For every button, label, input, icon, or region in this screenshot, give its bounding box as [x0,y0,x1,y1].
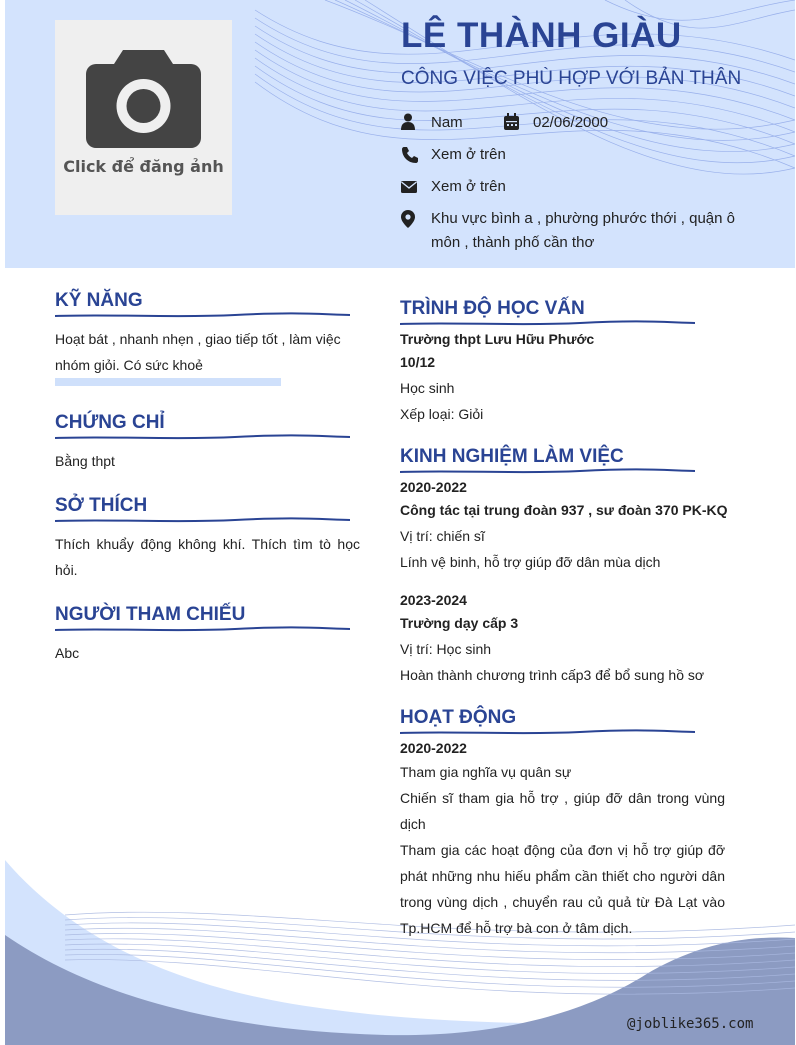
education-ranking: Xếp loại: Giỏi [400,406,484,422]
hobbies-title: SỞ THÍCH [55,495,148,516]
activities-line-1: Tham gia nghĩa vụ quân sự [400,764,572,780]
skills-text [55,326,360,378]
phone-icon [401,146,419,164]
experience-2-position: Vị trí: Học sinh [400,641,492,657]
activities-para2-line-1: Tham gia các hoạt động của đơn vị hỗ trợ giúp đỡ [400,842,725,858]
activities-period: 2020-2022 [400,740,467,756]
activities-underline [400,727,695,737]
skills-title: KỸ NĂNG [55,290,143,311]
email-row [401,175,601,199]
certificates-title: CHỨNG CHỈ [55,412,165,433]
candidate-name: LÊ THÀNH GIÀU [401,16,682,55]
gender-row [401,111,501,135]
email-icon [401,179,419,197]
activities-paragraph-2 [400,837,725,941]
address-row [401,207,761,255]
experience-underline [400,466,695,476]
activities-para1-line-2: dịch [400,816,426,832]
address-line-1: Khu vực bình a , phường phước thới , quận ô [431,210,735,227]
activities-para2-line-4: Tp.HCM để hỗ trợ bà con ở tâm dịch. [400,920,633,936]
certificates-underline [55,432,350,442]
job-title: CÔNG VIỆC PHÙ HỢP VỚI BẢN THÂN [401,68,742,89]
certificates-text: Bằng thpt [55,453,115,469]
camera-icon [85,48,202,150]
birthdate-value: 02/06/2000 [533,114,609,131]
address-line-2: môn , thành phố cần thơ [431,234,595,251]
hobbies-underline [55,515,350,525]
education-underline [400,318,695,328]
calendar-icon [503,113,521,131]
references-underline [55,624,350,634]
photo-placeholder[interactable] [55,20,232,215]
education-role: Học sinh [400,380,455,396]
birthdate-row [503,111,643,135]
activities-para1-line-1: Chiến sĩ tham gia hỗ trợ , giúp đỡ dân trong vùng [400,790,725,806]
education-title: TRÌNH ĐỘ HỌC VẤN [400,298,585,319]
hobbies-line-2: hỏi. [55,562,78,578]
activities-para2-line-3: trong vùng dịch , chuyển rau củ quả từ Đà Lạt vào [400,894,725,910]
experience-1-desc: Lính vệ binh, hỗ trợ giúp đỡ dân mùa dịch [400,554,661,570]
experience-1-period: 2020-2022 [400,479,467,495]
hobbies-line-1: Thích khuẩy động không khí. Thích tìm tò học [55,536,360,552]
references-title: NGƯỜI THAM CHIẾU [55,604,246,625]
watermark-text: @joblike365.com [627,1016,754,1032]
education-school: Trường thpt Lưu Hữu Phước [400,331,595,347]
skills-line-2: nhóm giỏi. Có sức khoẻ [55,357,203,373]
header-banner [5,0,795,268]
hobbies-text [55,531,360,583]
experience-2-period: 2023-2024 [400,592,467,608]
references-text: Abc [55,645,80,661]
experience-1-position: Vị trí: chiến sĩ [400,528,485,544]
experience-2-desc: Hoàn thành chương trình cấp3 để bổ sung hồ sơ [400,667,705,683]
skills-line-1: Hoạt bát , nhanh nhẹn , giao tiếp tốt , làm việc [55,331,341,347]
experience-1-org: Công tác tại trung đoàn 937 , sư đoàn 370 PK-KQ [400,502,728,518]
activities-title: HOẠT ĐỘNG [400,707,517,728]
cv-page [5,0,795,1045]
gender-value: Nam [431,114,463,131]
location-icon [401,210,419,228]
skills-level-bar [55,378,281,386]
activities-paragraph-1 [400,785,725,837]
experience-title: KINH NGHIỆM LÀM VIỆC [400,446,624,467]
phone-value: Xem ở trên [431,146,506,163]
photo-caption: Click để đăng ảnh [63,157,224,176]
education-grade: 10/12 [400,354,436,370]
phone-row [401,143,601,167]
user-icon [401,113,419,131]
email-value: Xem ở trên [431,178,506,195]
experience-2-org: Trường dạy cấp 3 [400,615,519,631]
skills-underline [55,310,350,320]
activities-para2-line-2: phát những nhu hiếu phẩm cần thiết cho người dân [400,868,725,884]
